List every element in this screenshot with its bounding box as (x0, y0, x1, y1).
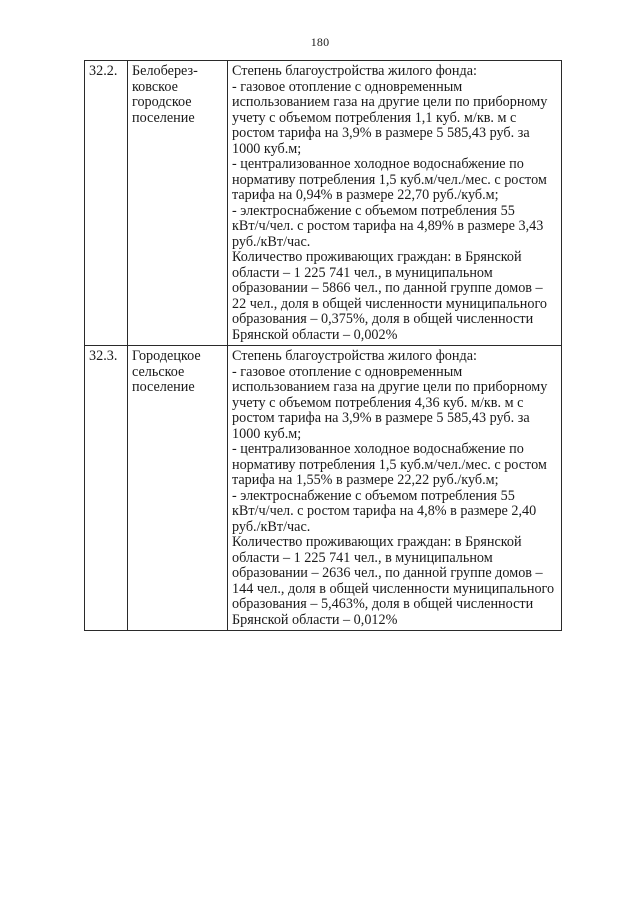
housing-description-cell (228, 346, 562, 631)
settlement-name-line: городское (132, 94, 192, 110)
description-line: нормативу потребления 1,5 куб.м/чел./мес. с ростом (232, 171, 547, 188)
description-line: - газовое отопление с одновременным (232, 78, 463, 95)
description-line: 22 чел., доля в общей численности муниципального (232, 295, 548, 312)
description-line: руб./кВт/час. (232, 233, 311, 250)
settlement-name-cell (128, 61, 228, 346)
description-line: Степень благоустройства жилого фонда: (232, 348, 477, 364)
description-line: образовании – 2636 чел., по данной группе домов – (232, 565, 543, 581)
settlement-name-line: сельское (132, 363, 185, 380)
description-line: 144 чел., доля в общей численности муниципального (232, 580, 555, 597)
settlement-name-line: поселение (132, 109, 195, 126)
page-number: 180 (310, 35, 330, 49)
description-line: использованием газа на другие цели по приборному (232, 379, 548, 395)
description-line: нормативу потребления 1,5 куб.м/чел./мес. с ростом (232, 456, 547, 473)
housing-description-cell (228, 61, 562, 346)
settlement-name-line: Белоберез- (132, 63, 198, 79)
description-line: области – 1 225 741 чел., в муниципальном (232, 264, 493, 281)
settlement-name-line: Городецкое (132, 348, 201, 364)
description-line: ростом тарифа на 3,9% в размере 5 585,43 руб. за (232, 125, 530, 141)
description-line: Брянской области – 0,012% (232, 611, 398, 628)
description-line: тарифа на 1,55% в размере 22,22 руб./куб.м; (232, 472, 499, 488)
description-line: ростом тарифа на 3,9% в размере 5 585,43 руб. за (232, 410, 530, 426)
description-line: 1000 куб.м; (232, 140, 302, 157)
description-line: образования – 0,375%, доля в общей численности (232, 311, 534, 327)
description-line: - централизованное холодное водоснабжение по (232, 156, 524, 172)
description-line: кВт/ч/чел. с ростом тарифа на 4,8% в размере 2,40 (232, 503, 537, 519)
description-line: Брянской области – 0,002% (232, 326, 398, 343)
description-line: Количество проживающих граждан: в Брянской (232, 534, 522, 550)
row-number-cell: 32.2. (85, 61, 128, 346)
description-line: Количество проживающих граждан: в Брянской (232, 249, 522, 265)
table-body (85, 61, 562, 631)
description-line: - электроснабжение с объемом потребления 55 (232, 202, 515, 219)
description-line: использованием газа на другие цели по приборному (232, 94, 548, 110)
description-line: кВт/ч/чел. с ростом тарифа на 4,89% в размере 3,43 (232, 218, 544, 234)
description-line: образования – 5,463%, доля в общей численности (232, 596, 534, 612)
settlement-name-line: ковское (132, 78, 178, 95)
description-line: - газовое отопление с одновременным (232, 363, 463, 380)
description-line: Степень благоустройства жилого фонда: (232, 63, 477, 79)
description-line: области – 1 225 741 чел., в муниципальном (232, 549, 493, 566)
table-row (85, 346, 562, 631)
description-line: - централизованное холодное водоснабжение по (232, 441, 524, 457)
description-line: образовании – 5866 чел., по данной группе домов – (232, 280, 543, 296)
description-line: тарифа на 0,94% в размере 22,70 руб./куб.м; (232, 187, 499, 203)
description-line: учету с объемом потребления 1,1 куб. м/кв. м с (232, 109, 517, 126)
description-line: - электроснабжение с объемом потребления 55 (232, 487, 515, 504)
settlements-table (84, 60, 562, 631)
description-line: 1000 куб.м; (232, 425, 302, 442)
settlement-name-line: поселение (132, 379, 195, 395)
settlement-name-cell (128, 346, 228, 631)
description-line: руб./кВт/час. (232, 518, 311, 535)
description-line: учету с объемом потребления 4,36 куб. м/кв. м с (232, 394, 524, 411)
table-row (85, 61, 562, 346)
row-number-cell: 32.3. (85, 346, 128, 631)
